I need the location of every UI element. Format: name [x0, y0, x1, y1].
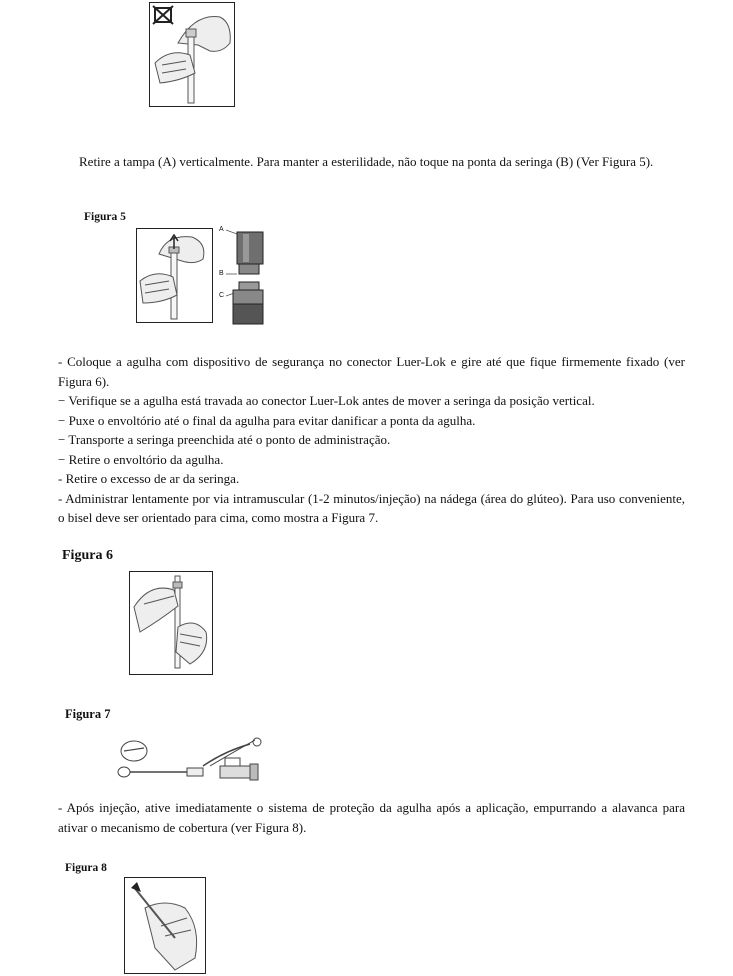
callout-a-label: A [219, 226, 224, 233]
figure6-image [129, 571, 213, 675]
instruction-item: − Retire o envoltório da agulha. [58, 451, 224, 467]
instruction-item: − Verifique se a agulha está travada ao conector Luer-Lok antes de mover a seringa da posição vertical. [58, 393, 595, 408]
figure5-image [136, 228, 213, 323]
callout-b-label: B [219, 270, 224, 277]
figure8-label: Figura 8 [65, 862, 107, 874]
figure8-image [124, 877, 206, 974]
figure5-callouts [215, 226, 275, 326]
instruction-item: - Administrar lentamente por via intramuscular (1-2 minutos/injeção) na nádega (área do glúteo). Para uso conveniente, o bisel deve ser orientado para cima, como mostra a Figura 7. [58, 490, 685, 525]
intro-paragraph: Retire a tampa (A) verticalmente. Para manter a esterilidade, não toque na ponta da seringa (B) (Ver Figura 5). [79, 154, 654, 169]
figure5-label: Figura 5 [84, 211, 126, 223]
cap-a-part [237, 232, 263, 274]
callout-c-label: C [219, 292, 225, 299]
figure7-label: Figura 7 [65, 707, 111, 721]
figure4-image [149, 2, 235, 107]
instruction-item: − Puxe o envoltório até o final da agulha para evitar danificar a ponta da agulha. [58, 412, 476, 428]
figure7-image [115, 736, 270, 786]
instructions-block [58, 352, 685, 528]
after-injection-paragraph: - Após injeção, ative imediatamente o sistema de proteção da agulha após a aplicação, empurrando a alavanca para ativar o mecanismo de cobertura (ver Figura 8). [58, 800, 685, 835]
no-touch-icon [153, 6, 173, 24]
instruction-item: - Coloque a agulha com dispositivo de segurança no conector Luer-Lok e gire até que fique firmemente fixado (ver Figura 6). [58, 354, 685, 389]
figure6-label: Figura 6 [62, 548, 113, 563]
connector-c-part [233, 282, 263, 324]
instruction-item: − Transporte a seringa preenchida até o ponto de administração. [58, 432, 391, 447]
instruction-item: - Retire o excesso de ar da seringa. [58, 471, 240, 486]
